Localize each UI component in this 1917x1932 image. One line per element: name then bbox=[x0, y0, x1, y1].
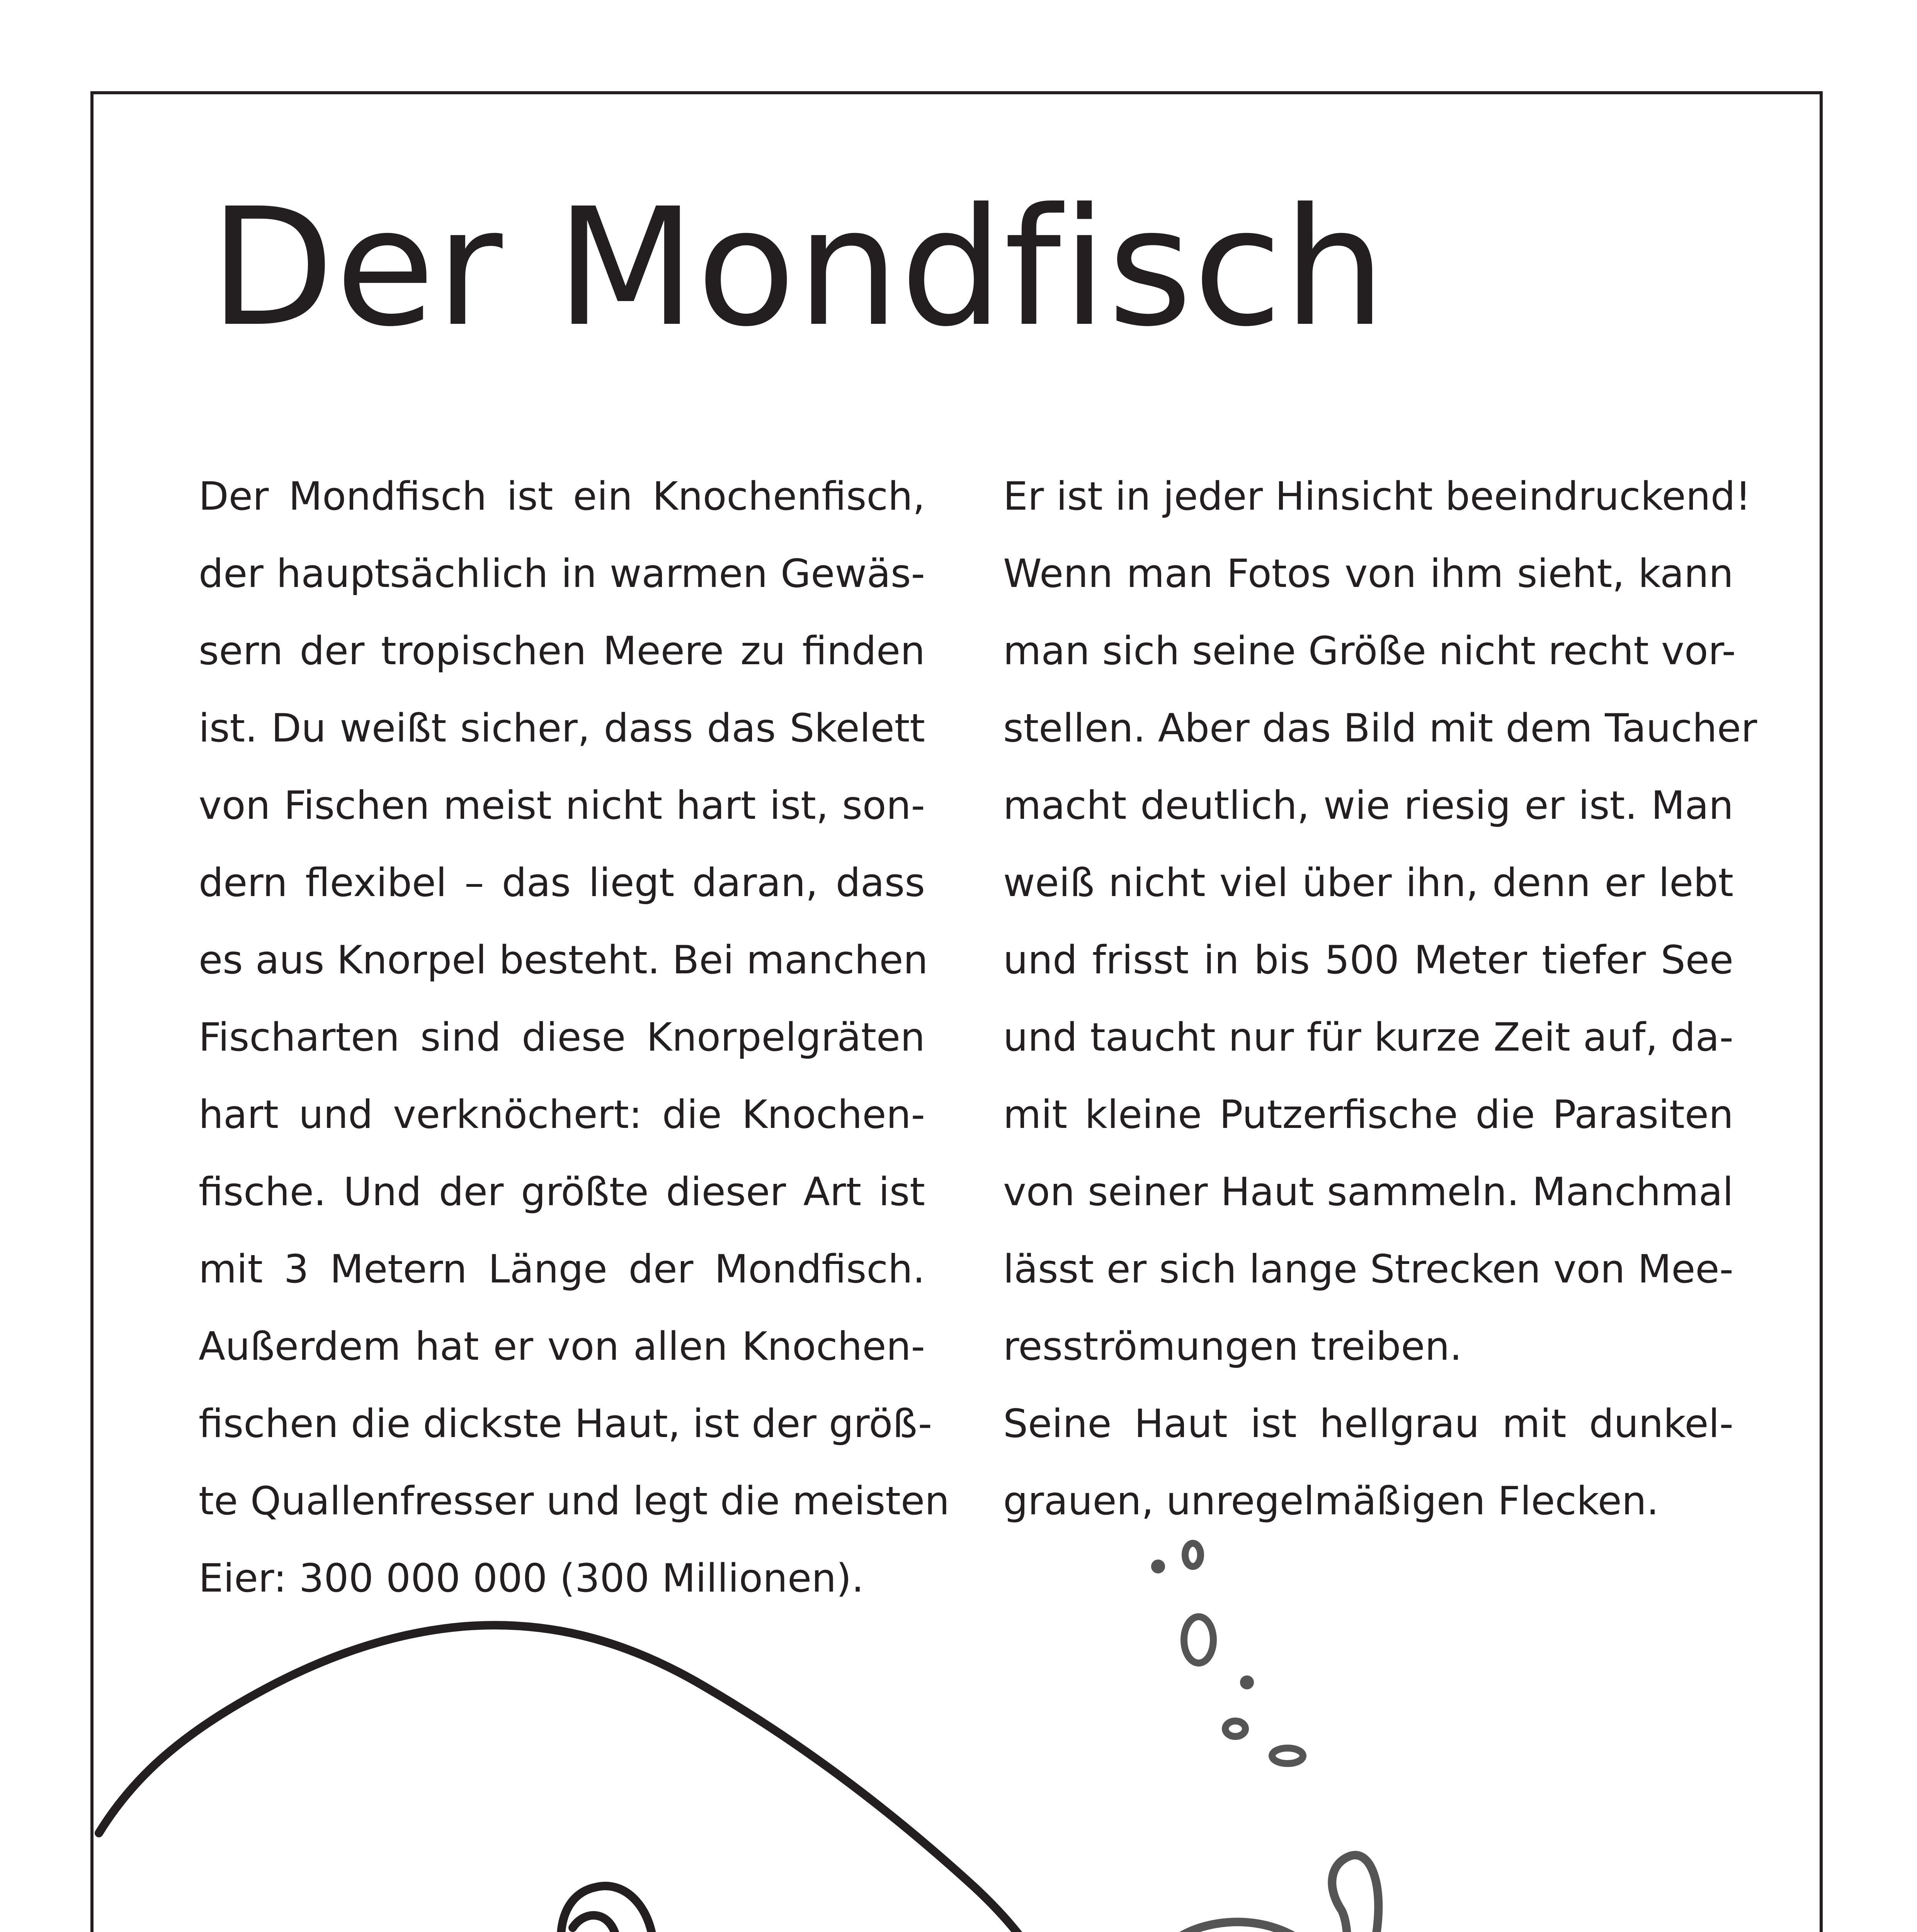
bubble bbox=[1185, 1543, 1201, 1566]
text-line: hart und verknöchert: die Knochen- bbox=[199, 1092, 925, 1137]
text-line: Er ist in jeder Hinsicht beeindruckend! bbox=[1003, 473, 1751, 519]
bubble bbox=[1184, 1617, 1213, 1663]
sunfish-drawing bbox=[99, 1625, 1067, 1932]
text-line: macht deutlich, wie riesig er ist. Man bbox=[1003, 782, 1733, 828]
bubble bbox=[1272, 1748, 1303, 1764]
text-line: Wenn man Fotos von ihm sieht, kann bbox=[1003, 551, 1733, 596]
text-line: Eier: 300 000 000 (300 Millionen). bbox=[199, 1555, 864, 1601]
text-line: fische. Und der größte dieser Art ist bbox=[199, 1169, 925, 1214]
page-title: Der Mondfisch bbox=[209, 173, 1387, 362]
text-line: Außerdem hat er von allen Knochen- bbox=[199, 1323, 925, 1369]
text-line: stellen. Aber das Bild mit dem Taucher bbox=[1003, 705, 1757, 751]
text-line: ist. Du weißt sicher, dass das Skelett bbox=[199, 705, 925, 751]
bubbles bbox=[1155, 1543, 1303, 1764]
sunfish-body-outline bbox=[99, 1625, 1067, 1932]
diver-head bbox=[1143, 1922, 1341, 1932]
text-line: man sich seine Größe nicht recht vor- bbox=[1003, 628, 1736, 673]
text-line: sern der tropischen Meere zu finden bbox=[199, 628, 925, 673]
bubble bbox=[1155, 1563, 1162, 1570]
text-line: mit 3 Metern Länge der Mondfisch. bbox=[199, 1246, 925, 1292]
text-line: Der Mondfisch ist ein Knochenfisch, bbox=[199, 473, 925, 519]
text-line: mit kleine Putzerfische die Parasiten bbox=[1003, 1092, 1733, 1137]
text-line: weiß nicht viel über ihn, denn er lebt bbox=[1003, 860, 1733, 905]
text-line: und taucht nur für kurze Zeit auf, da- bbox=[1003, 1014, 1733, 1060]
text-line: lässt er sich lange Strecken von Mee- bbox=[1003, 1246, 1733, 1292]
text-line: von Fischen meist nicht hart ist, son- bbox=[199, 782, 925, 828]
sunfish-diver-illustration bbox=[94, 94, 1823, 1932]
bubble bbox=[1243, 1679, 1250, 1686]
text-line: von seiner Haut sammeln. Manchmal bbox=[1003, 1169, 1733, 1214]
text-line: resströmungen treiben. bbox=[1003, 1323, 1462, 1369]
page-frame bbox=[90, 91, 1823, 1932]
sunfish-eye-inner bbox=[573, 1915, 620, 1932]
text-line: der hauptsächlich in warmen Gewäs- bbox=[199, 551, 925, 596]
text-line: es aus Knorpel besteht. Bei manchen bbox=[199, 937, 928, 983]
text-line: grauen, unregelmäßigen Flecken. bbox=[1003, 1478, 1659, 1524]
bubble bbox=[1225, 1721, 1245, 1736]
text-line: und frisst in bis 500 Meter tiefer See bbox=[1003, 937, 1733, 983]
text-line: Fischarten sind diese Knorpelgräten bbox=[199, 1014, 925, 1060]
diver-drawing bbox=[1083, 1855, 1455, 1932]
text-line: Seine Haut ist hellgrau mit dunkel- bbox=[1003, 1401, 1733, 1446]
text-line: te Quallenfresser und legt die meisten bbox=[199, 1478, 950, 1524]
text-line: fischen die dickste Haut, ist der größ- bbox=[199, 1401, 932, 1446]
text-line: dern flexibel – das liegt daran, dass bbox=[199, 860, 925, 905]
